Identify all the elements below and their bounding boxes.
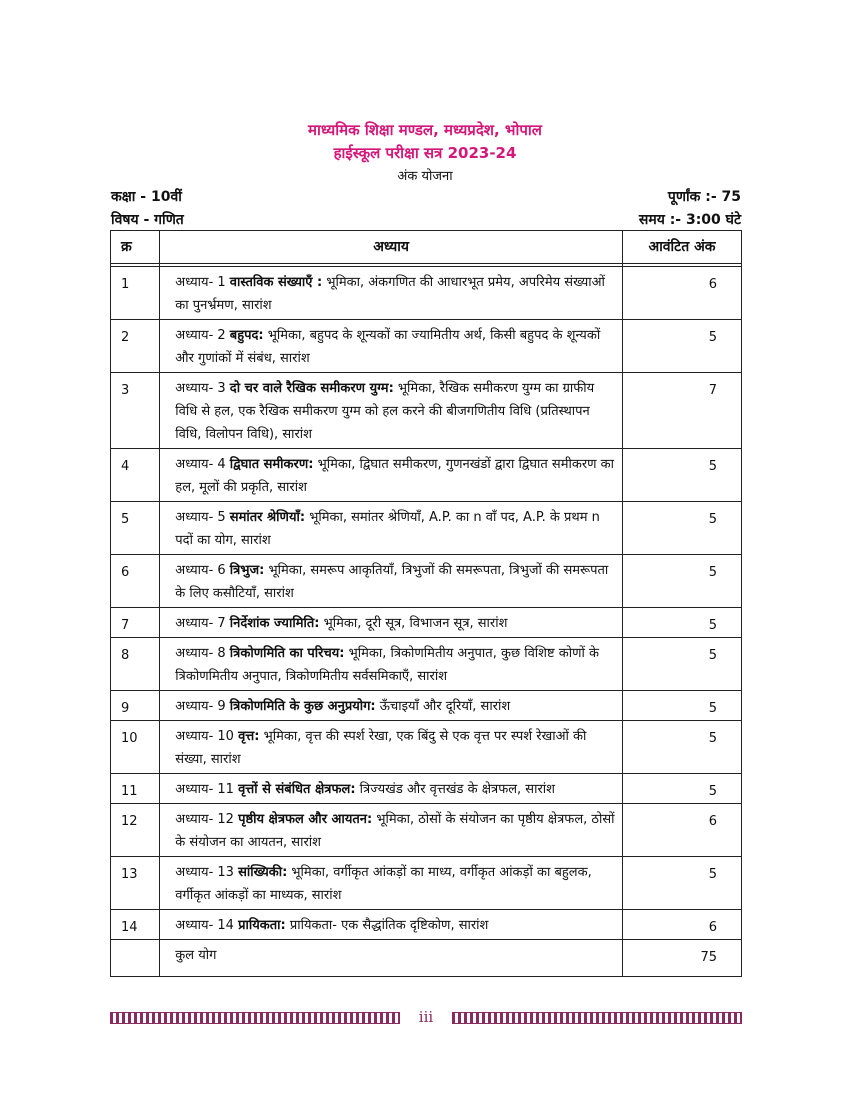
table-row bbox=[111, 449, 742, 502]
chapter-prefix: अध्याय- 13 bbox=[175, 865, 239, 880]
chapter-topics: भूमिका, रैखिक समीकरण युग्म का ग्राफीय विधि से हल, एक रैखिक समीकरण युग्म को हल करने की बीजगणितीय विधि (प्रतिस्थापन विधि, विलोपन विधि), सारांश bbox=[175, 381, 599, 442]
row-marks: 5 bbox=[622, 608, 741, 638]
chapter-topics: त्रिज्यखंड और वृत्तखंड के क्षेत्रफल, सारांश bbox=[355, 782, 555, 797]
row-chapter bbox=[160, 774, 623, 804]
chapter-topics: प्रायिकता- एक सैद्धांतिक दृष्टिकोण, सारांश bbox=[285, 918, 489, 933]
row-chapter bbox=[160, 320, 623, 373]
chapter-title: त्रिकोणमिति का परिचय: bbox=[229, 646, 345, 661]
row-serial: 10 bbox=[111, 721, 160, 774]
chapter-title: द्विघात समीकरण: bbox=[229, 457, 314, 472]
chapter-prefix: अध्याय- 14 bbox=[175, 918, 239, 933]
chapter-title: वृत्त: bbox=[238, 729, 260, 744]
header-marks: आवंटित अंक bbox=[622, 231, 741, 264]
table-row bbox=[111, 373, 742, 449]
row-chapter bbox=[160, 910, 623, 940]
row-serial: 6 bbox=[111, 555, 160, 608]
row-chapter bbox=[160, 638, 623, 691]
chapter-prefix: अध्याय- 6 bbox=[175, 563, 230, 578]
chapter-topics: भूमिका, वर्गीकृत आंकड़ों का माध्य, वर्गीकृत आंकड़ों का बहुलक, वर्गीकृत आंकड़ों का माध्यक, सारांश bbox=[175, 865, 596, 903]
chapter-prefix: अध्याय- 2 bbox=[175, 328, 230, 343]
row-serial: 7 bbox=[111, 608, 160, 638]
chapter-prefix: अध्याय- 12 bbox=[175, 812, 239, 827]
table-row bbox=[111, 774, 742, 804]
chapter-topics: ऊँचाइयाँ और दूरियाँ, सारांश bbox=[375, 699, 511, 714]
chapter-title: समांतर श्रेणियाँ: bbox=[229, 510, 306, 525]
chapter-topics: भूमिका, ठोसों के संयोजन का पृष्ठीय क्षेत्रफल, ठोसों के संयोजन का आयतन, सारांश bbox=[175, 812, 619, 850]
chapter-topics: भूमिका, दूरी सूत्र, विभाजन सूत्र, सारांश bbox=[319, 616, 508, 631]
row-serial: 8 bbox=[111, 638, 160, 691]
row-chapter bbox=[160, 691, 623, 721]
chapter-title: दो चर वाले रैखिक समीकरण युग्म: bbox=[229, 381, 394, 396]
table-row bbox=[111, 638, 742, 691]
chapter-title: वृत्तों से संबंधित क्षेत्रफल: bbox=[238, 782, 356, 797]
row-marks: 6 bbox=[622, 267, 741, 320]
header-chapter: अध्याय bbox=[160, 231, 623, 264]
chapter-prefix: अध्याय- 8 bbox=[175, 646, 230, 661]
row-chapter bbox=[160, 721, 623, 774]
row-chapter bbox=[160, 804, 623, 857]
table-row bbox=[111, 910, 742, 940]
chapter-topics: भूमिका, त्रिकोणमितीय अनुपात, कुछ विशिष्ट कोणों के त्रिकोणमितीय अनुपात, त्रिकोणमितीय सर्वसमिकाएँ, सारांश bbox=[175, 646, 604, 684]
row-marks: 5 bbox=[622, 857, 741, 910]
class-label: कक्षा - 10वीं bbox=[111, 189, 182, 205]
row-serial: 1 bbox=[111, 267, 160, 320]
chapter-prefix: अध्याय- 1 bbox=[175, 275, 230, 290]
row-serial: 2 bbox=[111, 320, 160, 373]
total-serial bbox=[111, 940, 160, 977]
total-marks: 75 bbox=[622, 940, 741, 977]
chapter-topics: भूमिका, बहुपद के शून्यकों का ज्यामितीय अर्थ, किसी बहुपद के शून्यकों और गुणांकों में संबंध, सारांश bbox=[175, 328, 605, 366]
chapter-title: वास्तविक संख्याएँ : bbox=[229, 275, 323, 290]
row-serial: 4 bbox=[111, 449, 160, 502]
chapter-title: निर्देशांक ज्यामिति: bbox=[229, 616, 320, 631]
chapter-topics: भूमिका, समरूप आकृतियाँ, त्रिभुजों की समरूपता, त्रिभुजों की समरूपता के लिए कसौटियाँ, सारांश bbox=[175, 563, 613, 601]
row-chapter bbox=[160, 449, 623, 502]
chapter-topics: भूमिका, अंकगणित की आधारभूत प्रमेय, अपरिमेय संख्याओं का पुनर्भ्रमण, सारांश bbox=[175, 275, 610, 313]
header-serial: क्र bbox=[111, 231, 160, 264]
chapter-prefix: अध्याय- 7 bbox=[175, 616, 230, 631]
total-label: कुल योग bbox=[160, 940, 623, 977]
row-marks: 5 bbox=[622, 721, 741, 774]
row-chapter bbox=[160, 373, 623, 449]
chapter-title: पृष्ठीय क्षेत्रफल और आयतन: bbox=[238, 812, 373, 827]
chapter-title: त्रिभुज: bbox=[229, 563, 265, 578]
row-serial: 3 bbox=[111, 373, 160, 449]
table-row bbox=[111, 721, 742, 774]
chapter-title: बहुपद: bbox=[229, 328, 264, 343]
row-serial: 12 bbox=[111, 804, 160, 857]
row-chapter bbox=[160, 857, 623, 910]
table-header-row bbox=[111, 231, 742, 264]
row-marks: 6 bbox=[622, 804, 741, 857]
table-row bbox=[111, 267, 742, 320]
chapter-prefix: अध्याय- 9 bbox=[175, 699, 230, 714]
board-title: माध्यमिक शिक्षा मण्डल, मध्यप्रदेश, भोपाल bbox=[308, 121, 542, 139]
chapter-title: सांख्यिकी: bbox=[238, 865, 288, 880]
full-marks-label: पूर्णांक :- 75 bbox=[667, 189, 741, 205]
table-row bbox=[111, 691, 742, 721]
page-number: iii bbox=[400, 1005, 452, 1029]
subject-label: विषय - गणित bbox=[111, 212, 184, 228]
total-row bbox=[111, 940, 742, 977]
exam-title: हाईस्कूल परीक्षा सत्र 2023-24 bbox=[333, 144, 517, 162]
table-row bbox=[111, 555, 742, 608]
row-serial: 14 bbox=[111, 910, 160, 940]
time-label: समय :- 3:00 घंटे bbox=[638, 212, 741, 228]
chapter-prefix: अध्याय- 4 bbox=[175, 457, 230, 472]
row-serial: 5 bbox=[111, 502, 160, 555]
row-marks: 5 bbox=[622, 320, 741, 373]
chapter-title: त्रिकोणमिति के कुछ अनुप्रयोग: bbox=[229, 699, 376, 714]
chapter-topics: भूमिका, समांतर श्रेणियाँ, A.P. का n वाँ पद, A.P. के प्रथम n पदों का योग, सारांश bbox=[175, 510, 605, 548]
row-marks: 5 bbox=[622, 555, 741, 608]
row-chapter bbox=[160, 608, 623, 638]
table-row bbox=[111, 320, 742, 373]
row-marks: 7 bbox=[622, 373, 741, 449]
table-row bbox=[111, 502, 742, 555]
row-serial: 11 bbox=[111, 774, 160, 804]
row-marks: 5 bbox=[622, 638, 741, 691]
chapter-prefix: अध्याय- 3 bbox=[175, 381, 230, 396]
row-marks: 5 bbox=[622, 691, 741, 721]
row-chapter bbox=[160, 267, 623, 320]
table-row bbox=[111, 608, 742, 638]
row-serial: 13 bbox=[111, 857, 160, 910]
chapter-prefix: अध्याय- 5 bbox=[175, 510, 230, 525]
table-row bbox=[111, 804, 742, 857]
scheme-title: अंक योजना bbox=[397, 169, 453, 184]
chapter-prefix: अध्याय- 10 bbox=[175, 729, 239, 744]
row-marks: 5 bbox=[622, 774, 741, 804]
row-marks: 6 bbox=[622, 910, 741, 940]
chapter-title: प्रायिकता: bbox=[238, 918, 286, 933]
chapter-topics: भूमिका, द्विघात समीकरण, गुणनखंडों द्वारा द्विघात समीकरण का हल, मूलों की प्रकृति, सारांश bbox=[175, 457, 619, 495]
row-chapter bbox=[160, 555, 623, 608]
chapter-prefix: अध्याय- 11 bbox=[175, 782, 239, 797]
chapter-topics: भूमिका, वृत्त की स्पर्श रेखा, एक बिंदु से एक वृत्त पर स्पर्श रेखाओं की संख्या, सारांश bbox=[175, 729, 591, 767]
row-chapter bbox=[160, 502, 623, 555]
marks-table bbox=[110, 230, 742, 977]
row-serial: 9 bbox=[111, 691, 160, 721]
table-row bbox=[111, 857, 742, 910]
table-body bbox=[111, 264, 742, 940]
row-marks: 5 bbox=[622, 449, 741, 502]
row-marks: 5 bbox=[622, 502, 741, 555]
